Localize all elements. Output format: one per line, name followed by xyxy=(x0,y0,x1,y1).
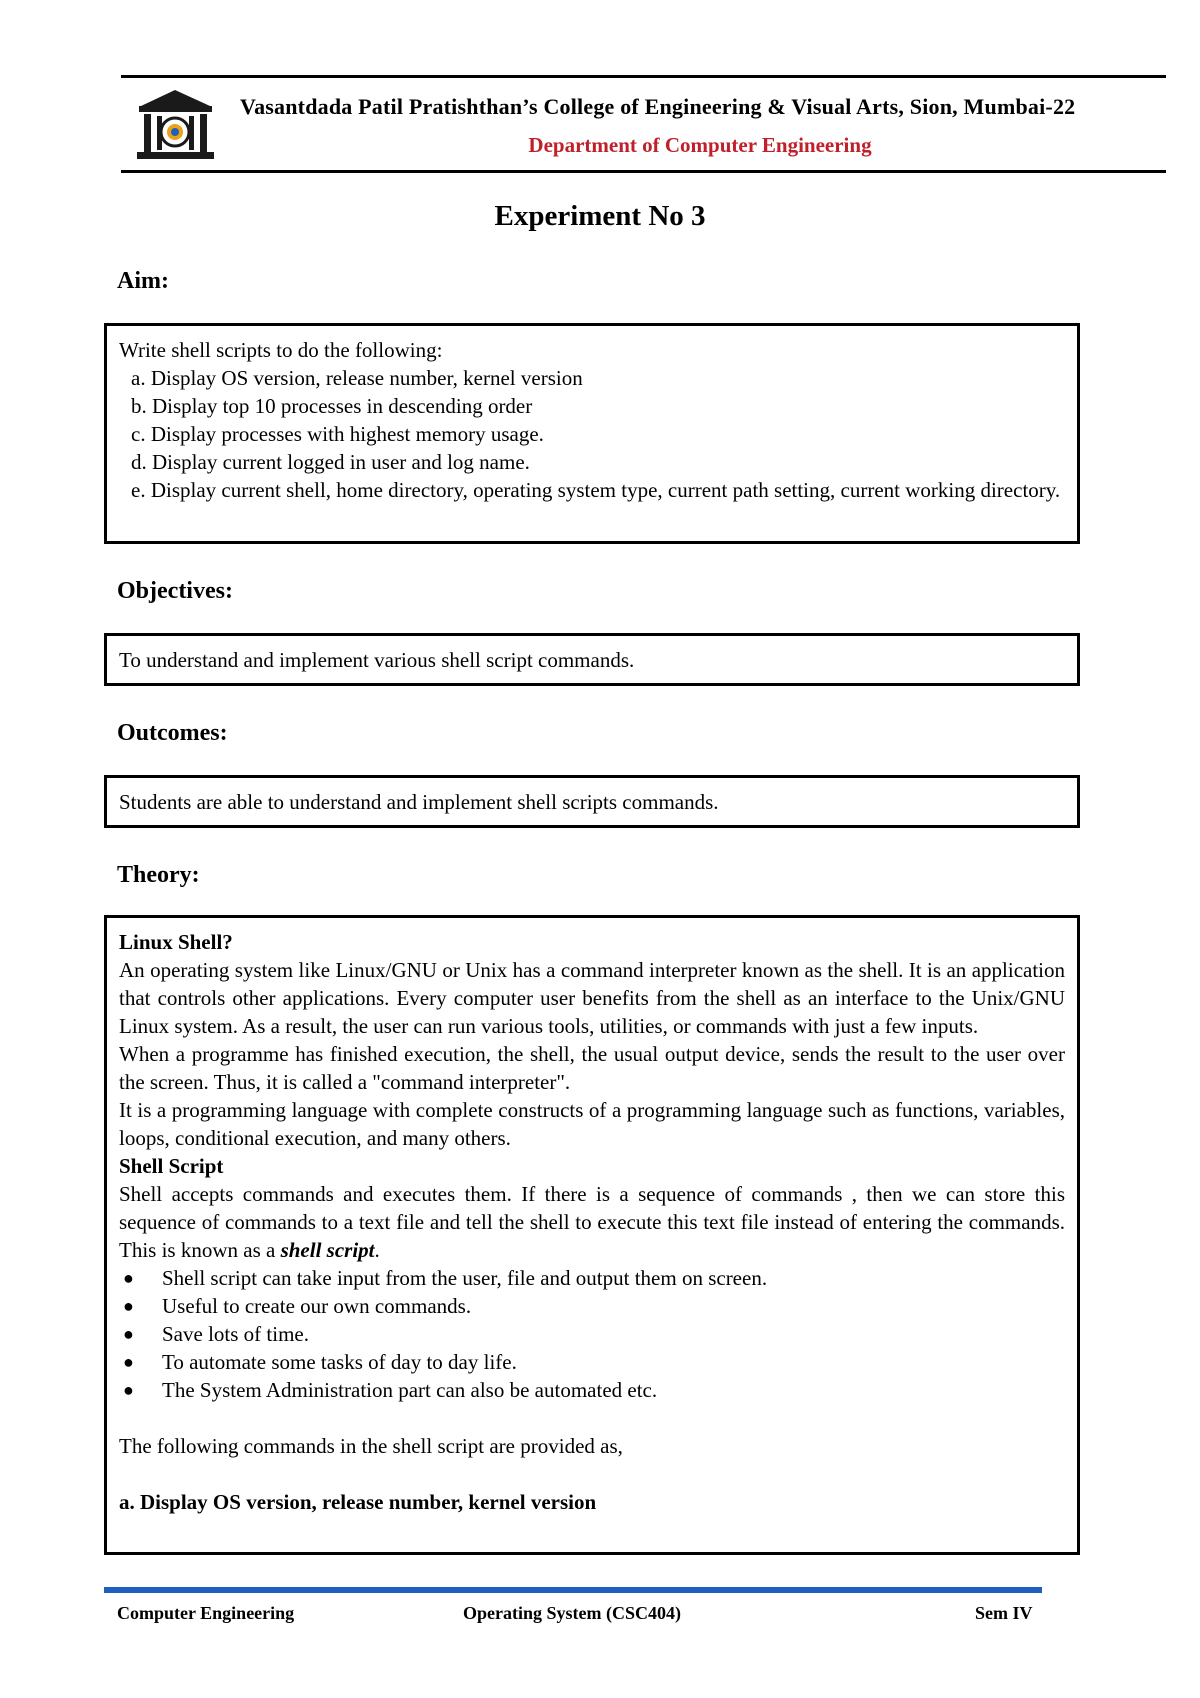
college-logo-icon xyxy=(133,86,218,166)
shell-script-bullets xyxy=(119,1264,1065,1404)
bullet-text: The System Administration part can also be automated etc. xyxy=(162,1378,658,1402)
para4-end: . xyxy=(374,1238,380,1262)
list-item xyxy=(119,1320,1065,1348)
shell-script-title: Shell Script xyxy=(119,1154,224,1178)
bullet-dot-icon: ● xyxy=(123,1268,134,1288)
theory-para-3: It is a programming language with complete constructs of a programming language such as functions, variables, loops, conditional execution, and many others. xyxy=(119,1098,1065,1150)
list-item xyxy=(119,1348,1065,1376)
footer-bar xyxy=(104,1587,1042,1593)
experiment-title: Experiment No 3 xyxy=(494,200,706,232)
para4-start: Shell accepts commands and executes them. If there is a sequence of commands , then we can store this sequence of commands to a text file and tell the shell to execute this text file instead of entering the commands. This is known as a xyxy=(119,1182,1065,1262)
following-commands-text: The following commands in the shell script are provided as, xyxy=(119,1434,623,1458)
footer-center: Operating System (CSC404) xyxy=(463,1603,681,1623)
theory-para-4 xyxy=(119,1180,1065,1264)
bullet-dot-icon: ● xyxy=(123,1324,134,1344)
bullet-text: To automate some tasks of day to day life. xyxy=(162,1350,517,1374)
theory-box xyxy=(104,915,1080,1555)
list-item xyxy=(119,1264,1065,1292)
aim-item-b: b. Display top 10 processes in descending order xyxy=(131,394,533,418)
aim-item-d: d. Display current logged in user and log name. xyxy=(131,450,530,474)
list-item xyxy=(119,1376,1065,1404)
theory-para-2: When a programme has finished execution, the shell, the usual output device, sends the result to the user over the screen. Thus, it is called a "command interpreter". xyxy=(119,1042,1065,1094)
bullet-dot-icon: ● xyxy=(123,1380,134,1400)
aim-item-a: a. Display OS version, release number, kernel version xyxy=(131,366,583,390)
aim-intro: Write shell scripts to do the following: xyxy=(119,338,443,362)
objectives-text: To understand and implement various shell script commands. xyxy=(119,648,635,672)
objectives-heading: Objectives: xyxy=(117,578,233,604)
subsection-a-title: a. Display OS version, release number, kernel version xyxy=(119,1490,597,1514)
aim-heading: Aim: xyxy=(117,268,169,294)
aim-item-c: c. Display processes with highest memory usage. xyxy=(131,422,544,446)
aim-item-e: e. Display current shell, home directory, operating system type, current path setting, current working directory. xyxy=(131,478,1061,502)
outcomes-text: Students are able to understand and implement shell scripts commands. xyxy=(119,790,719,814)
department-name: Department of Computer Engineering xyxy=(528,133,872,157)
bullet-text: Save lots of time. xyxy=(162,1322,309,1346)
footer-left: Computer Engineering xyxy=(117,1603,295,1623)
outcomes-box xyxy=(104,775,1080,828)
header-top-rule xyxy=(121,75,1166,78)
bullet-text: Shell script can take input from the user, file and output them on screen. xyxy=(162,1266,768,1290)
objectives-box xyxy=(104,633,1080,686)
bullet-dot-icon: ● xyxy=(123,1352,134,1372)
footer-right: Sem IV xyxy=(975,1603,1033,1623)
linux-shell-title: Linux Shell? xyxy=(119,930,233,954)
list-item xyxy=(119,1292,1065,1320)
college-name: Vasantdada Patil Pratishthan’s College of Engineering & Visual Arts, Sion, Mumbai-22 xyxy=(240,94,1076,119)
bullet-dot-icon: ● xyxy=(123,1296,134,1316)
theory-para-1: An operating system like Linux/GNU or Unix has a command interpreter known as the shell. It is an application that controls other applications. Every computer user benefits from the shell as an interface to the Unix/GNU Linux system. As a result, the user can run various tools, utilities, or commands with just a few inputs. xyxy=(119,958,1065,1038)
theory-heading: Theory: xyxy=(117,862,200,888)
bullet-text: Useful to create our own commands. xyxy=(162,1294,472,1318)
aim-box xyxy=(104,323,1080,544)
outcomes-heading: Outcomes: xyxy=(117,720,228,746)
header-bottom-rule xyxy=(121,170,1166,173)
shell-script-emphasis: shell script xyxy=(280,1238,375,1262)
